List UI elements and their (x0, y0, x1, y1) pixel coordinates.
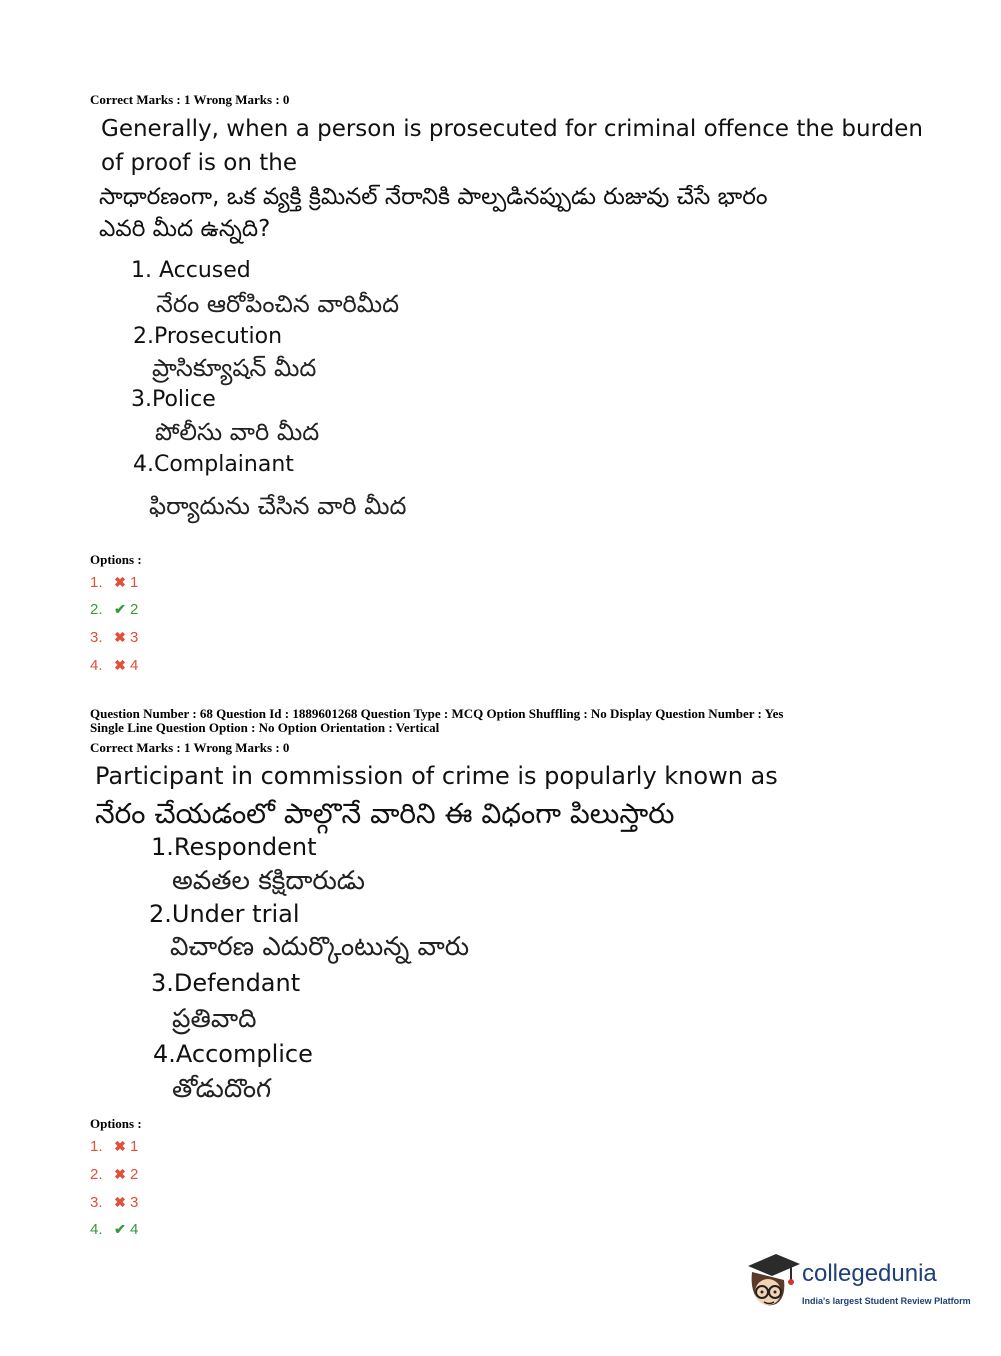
cross-icon: ✖ (114, 574, 126, 590)
q1-option-3 (90, 629, 138, 646)
option-value: 2 (130, 601, 139, 618)
option-value: 3 (130, 1194, 139, 1211)
q2-choice-2-en: 2.Under trial (149, 900, 300, 928)
cross-icon: ✖ (114, 657, 126, 673)
q2-info-line2: Single Line Question Option : No Option Orientation : Vertical (90, 720, 440, 735)
q2-option-2 (90, 1166, 138, 1183)
q1-text-te-line1: సాధారణంగా, ఒక వ్యక్తి క్రిమినల్ నేరానికి పాల్పడినప్పుడు రుజువు చేసే భారం (99, 184, 768, 210)
cross-icon: ✖ (114, 1138, 126, 1154)
brand-tagline: India's largest Student Review Platform (802, 1296, 971, 1306)
option-value: 1 (130, 574, 139, 591)
option-value: 1 (130, 1138, 139, 1155)
q1-text-en-line1: Generally, when a person is prosecuted for criminal offence the burden (101, 116, 923, 142)
q1-choice-4-te: ఫిర్యాదును చేసిన వారి మీద (149, 492, 407, 520)
q1-marks: Correct Marks : 1 Wrong Marks : 0 (90, 92, 290, 107)
q1-text-te-line2: ఎవరి మీద ఉన్నది? (99, 216, 271, 242)
option-number: 3. (90, 629, 103, 646)
q1-choice-3-en: 3.Police (131, 387, 216, 412)
q2-choice-4-te: తోడుదొంగ (172, 1074, 272, 1104)
q1-option-1 (90, 574, 138, 591)
q2-choice-3-en: 3.Defendant (151, 969, 301, 997)
option-value: 4 (130, 1221, 139, 1238)
q2-choice-2-te: విచారణ ఎదుర్కొంటున్న వారు (170, 932, 470, 962)
q1-text-en-line2: of proof is on the (101, 150, 297, 176)
q2-info-line1: Question Number : 68 Question Id : 1889601268 Question Type : MCQ Option Shuffling : No Display Question Number : Yes (90, 706, 784, 721)
mascot-icon (744, 1250, 800, 1312)
q2-choice-1-te: అవతల కక్షిదారుడు (172, 866, 366, 896)
option-value: 3 (130, 629, 139, 646)
q2-choice-4-en: 4.Accomplice (153, 1040, 313, 1068)
q2-choice-1-en: 1.Respondent (151, 833, 317, 861)
option-number: 1. (90, 574, 103, 591)
q1-choice-1-te: నేరం ఆరోపించిన వారిమీద (156, 290, 400, 318)
check-icon: ✔ (114, 1221, 126, 1237)
cross-icon: ✖ (114, 1194, 126, 1210)
q1-choice-2-en: 2.Prosecution (133, 324, 283, 349)
option-number: 1. (90, 1138, 103, 1155)
brand-name: collegedunia (802, 1260, 937, 1287)
q2-option-1 (90, 1138, 138, 1155)
q2-text-en: Participant in commission of crime is popularly known as (95, 762, 778, 790)
option-number: 4. (90, 1221, 103, 1238)
q1-option-2 (90, 601, 138, 618)
q2-option-3 (90, 1194, 138, 1211)
q2-marks: Correct Marks : 1 Wrong Marks : 0 (90, 740, 290, 755)
option-number: 3. (90, 1194, 103, 1211)
q1-choice-3-te: పోలీసు వారి మీద (155, 418, 320, 446)
q1-option-4 (90, 657, 138, 674)
cross-icon: ✖ (114, 629, 126, 645)
q2-choice-3-te: ప్రతివాది (172, 1004, 257, 1034)
option-number: 4. (90, 657, 103, 674)
option-number: 2. (90, 601, 103, 618)
q2-text-te: నేరం చేయడంలో పాల్గొనే వారిని ఈ విధంగా పిలుస్తారు (95, 797, 675, 830)
q1-options-label: Options : (90, 552, 142, 567)
q1-choice-2-te: ప్రాసిక్యూషన్ మీద (152, 354, 317, 382)
cross-icon: ✖ (114, 1166, 126, 1182)
collegedunia-logo[interactable] (744, 1250, 969, 1320)
option-number: 2. (90, 1166, 103, 1183)
q2-option-4 (90, 1221, 138, 1238)
q2-options-label: Options : (90, 1116, 142, 1131)
check-icon: ✔ (114, 601, 126, 617)
q1-choice-1-en: 1. Accused (131, 258, 251, 283)
option-value: 4 (130, 657, 139, 674)
q1-choice-4-en: 4.Complainant (133, 452, 294, 477)
option-value: 2 (130, 1166, 139, 1183)
